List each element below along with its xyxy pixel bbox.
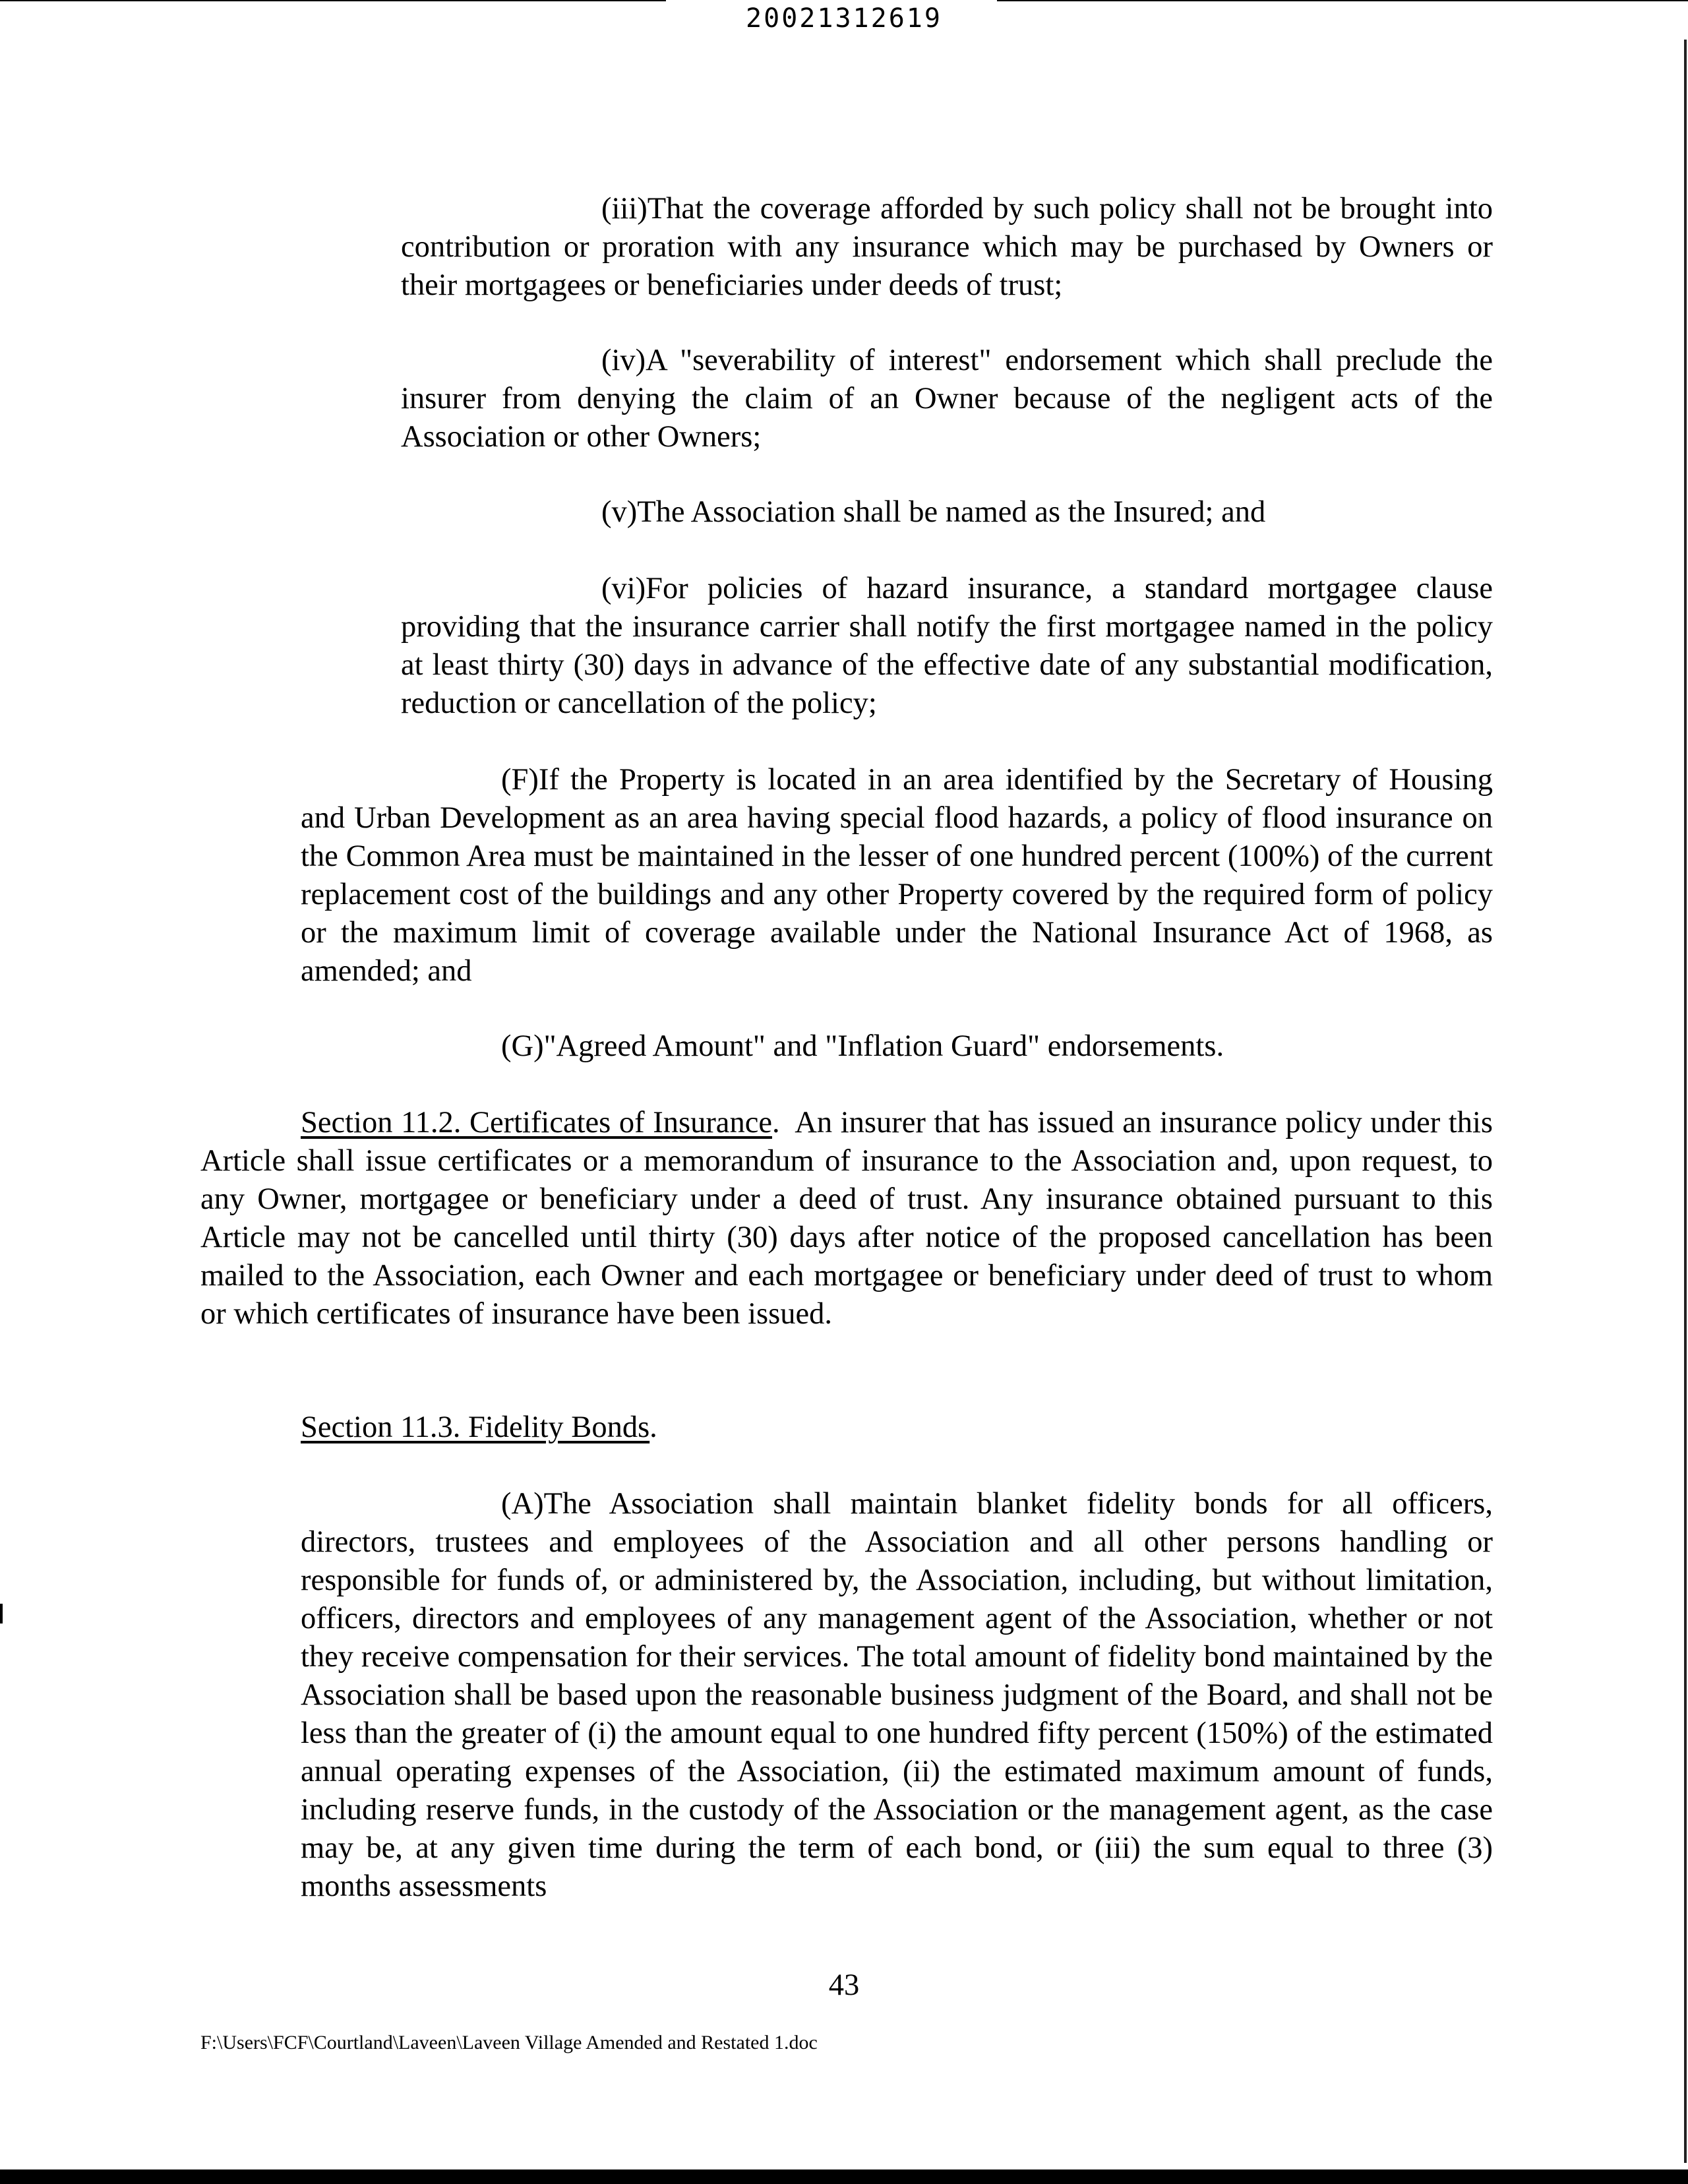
item-iv-text: A "severability of interest" endorsement which shall preclude the insurer from denying the claim of an Owner because of the negligent acts of the Association or other Owners; [401,344,1493,454]
item-A-text: The Association shall maintain blanket fidelity bonds for all officers, directors, trustees and employees of the Association and all other persons handling or responsible for funds of, or administered by, the Association, including, but without limitation, officers, directors and employees of any management agent of the Association, whether or not they receive compensation for their services. The total amount of fidelity bond maintained by the Association shall be based upon the reasonable business judgment of the Board, and shall not be less than the greater of (i) the amount equal to one hundred fifty percent (150%) of the estimated annual operating expenses of the Association, (ii) the estimated maximum amount of funds, including reserve funds, in the custody of the Association or the management agent, as the case may be, at any given time during the term of each bond, or (iii) the sum equal to three (3) months assessments [301,1487,1493,1903]
item-vi-label: (vi) [601,572,646,605]
document-number: 20021312619 [746,3,942,34]
item-v [401,493,1493,531]
item-iii-label: (iii) [601,192,648,226]
item-F [301,761,1493,990]
item-G-text: "Agreed Amount" and "Inflation Guard" endorsements. [543,1029,1224,1063]
item-v-label: (v) [601,495,638,529]
item-G-label: (G) [501,1029,544,1063]
section-11-3-item-A [301,1485,1493,1906]
bottom-scan-bar [0,2169,1688,2184]
section-11-3-heading: Section 11.3. Fidelity Bonds [301,1410,650,1444]
section-11-3-heading-end: . [649,1410,657,1444]
section-11-3-heading-line [301,1409,1493,1447]
item-iii-text: That the coverage afforded by such policy shall not be brought into contribution or proration with any insurance which may be purchased by Owners or their mortgagees or beneficiaries under deeds of trust; [401,192,1493,302]
item-vi [401,570,1493,723]
item-v-text: The Association shall be named as the Insured; and [637,495,1266,529]
section-11-2-text: An insurer that has issued an insurance policy under this Article shall issue certificates or a memorandum of insurance to the Association and, upon request, to any Owner, mortgagee or beneficiary under a deed of trust. Any insurance obtained pursuant to this Article may not be cancelled until thirty (30) days after notice of the proposed cancellation has been mailed to the Association, each Owner and each mortgagee or beneficiary under deed of trust to whom or which certificates of insurance have been issued. [200,1106,1493,1331]
item-F-label: (F) [501,763,539,797]
item-F-text: If the Property is located in an area identified by the Secretary of Housing and Urban Development as an area having special flood hazards, a policy of flood insurance on the Common Area must be maintained in the lesser of one hundred percent (100%) of the current replacement cost of the buildings and any other Property covered by the required form of policy or the maximum limit of coverage available under the National Insurance Act of 1968, as amended; and [301,763,1493,988]
section-11-2-heading-end: . [771,1106,780,1139]
page-number: 43 [828,1968,860,2002]
section-11-2 [200,1104,1493,1333]
item-G [301,1027,1493,1066]
item-iv-label: (iv) [601,344,646,377]
item-iii [401,190,1493,305]
file-path: F:\Users\FCF\Courtland\Laveen\Laveen Village Amended and Restated 1.doc [200,2032,818,2053]
item-vi-text: For policies of hazard insurance, a standard mortgagee clause providing that the insurance carrier shall notify the first mortgagee named in the policy at least thirty (30) days in advance of the effective date of any substantial modification, reduction or cancellation of the policy; [401,572,1493,720]
item-iv [401,342,1493,456]
item-A-label: (A) [501,1487,544,1521]
section-11-2-heading: Section 11.2. Certificates of Insurance [301,1106,772,1139]
